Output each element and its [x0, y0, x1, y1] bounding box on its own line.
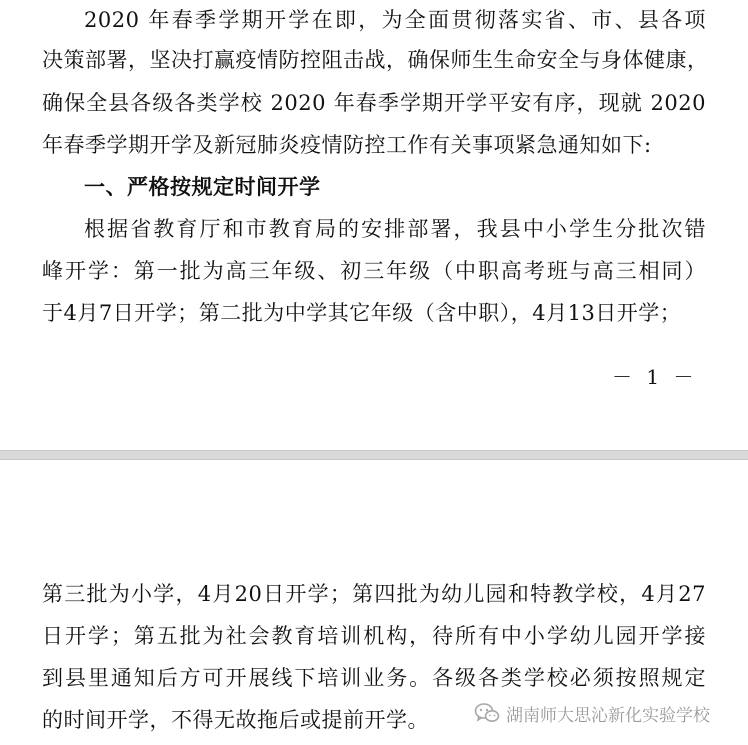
page-number: － 1 － [612, 365, 698, 389]
watermark [474, 700, 710, 726]
page2-line-4: 的时间开学，不得无故拖后或提前开学。 [42, 708, 429, 732]
page-separator [0, 450, 748, 460]
watermark-text: 湖南师大思沁新化实验学校 [506, 705, 710, 726]
page2-line-3: 到县里通知后方可开展线下培训业务。各级各类学校必须按照规定 [42, 666, 706, 690]
intro-line-4: 年春季学期开学及新冠肺炎疫情防控工作有关事项紧急通知如下: [42, 133, 652, 157]
body-line-3: 于4月7日开学；第二批为中学其它年级（含中职），4月13日开学； [42, 301, 682, 325]
page2-line-2: 日开学；第五批为社会教育培训机构，待所有中小学幼儿园开学接 [42, 624, 706, 648]
section-heading: 一、严格按规定时间开学 [84, 175, 321, 199]
body-line-2: 峰开学：第一批为高三年级、初三年级（中职高考班与高三相同） [42, 259, 706, 283]
intro-line-2: 决策部署，坚决打赢疫情防控阻击战，确保师生生命安全与身体健康， [42, 48, 709, 72]
intro-line-1: 2020 年春季学期开学在即，为全面贯彻落实省、市、县各项 [84, 8, 706, 32]
body-line-1: 根据省教育厅和市教育局的安排部署，我县中小学生分批次错 [84, 217, 706, 241]
intro-line-3: 确保全县各级各类学校 2020 年春季学期开学平安有序，现就 2020 [42, 91, 706, 115]
page2-line-1: 第三批为小学，4月20日开学；第四批为幼儿园和特教学校，4月27 [42, 582, 706, 606]
wechat-icon [474, 702, 500, 724]
